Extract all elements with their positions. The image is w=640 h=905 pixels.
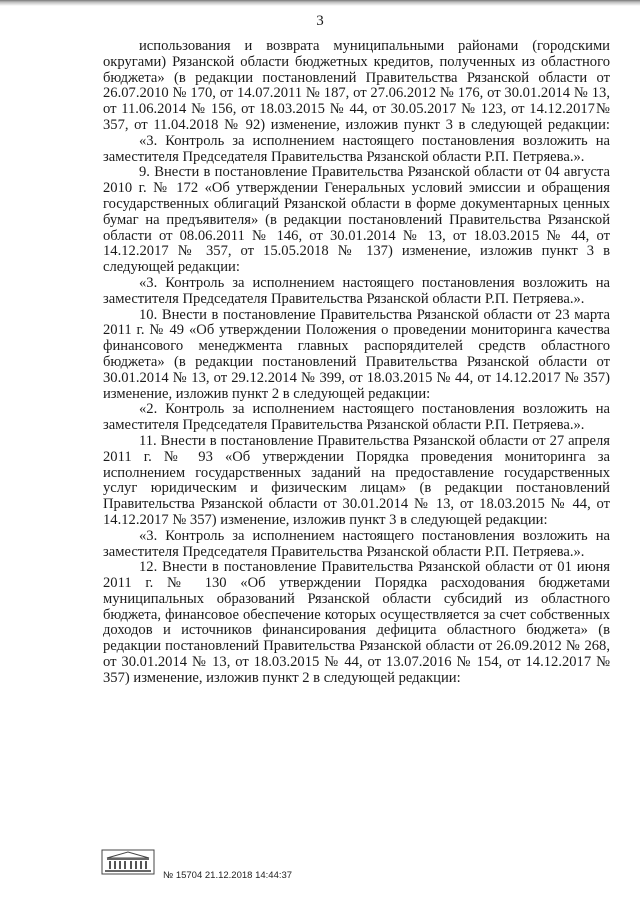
page-number: 3 xyxy=(316,13,324,29)
text-line: «3. Контроль за исполнением настоящего постановления возложить на xyxy=(139,132,610,149)
text-line: государственных услуг юридическим и физическим лицам» (в редакции xyxy=(103,464,610,497)
text-line: 9. Внести в постановление Правительства Рязанской области от xyxy=(139,164,541,181)
text-line: мониторинга качества финансового менеджмента главных распорядителей xyxy=(103,322,610,355)
text-line: № 123, от 14.12.2017№ 357, от 11.04.2018 № 92) изменение, изложив пункт 3 xyxy=(103,101,610,133)
text-line: заместителя Председателя Правительства Рязанской области Р.П. Петряева.». xyxy=(103,417,585,434)
text-line: от 18.03.2015 № 44, от 14.12.2017 № 357, от 15.05.2018 № 137) изменение, xyxy=(103,227,610,260)
text-line: 11. Внести в постановление Правительства Рязанской области от xyxy=(139,432,546,449)
paragraph-11 xyxy=(103,434,610,529)
text-line: за исполнением государственных заданий на предоставление xyxy=(103,448,610,481)
document-body xyxy=(103,39,610,687)
text-line: № 44, от 14.12.2017 № 357) изменение, изложив пункт 2 в следующей xyxy=(103,369,610,402)
text-line: использования и возврата муниципальными районами (городскими xyxy=(139,38,610,54)
text-line: 23 марта 2011 г. № 49 «Об утверждении Положения о проведении xyxy=(103,306,610,339)
text-line: «2. Контроль за исполнением настоящего постановления возложить на xyxy=(139,401,610,418)
text-line: средств областного бюджета» (в редакции постановлений Правительства xyxy=(103,338,610,370)
text-line: 30.01.2014 № 13, от 11.06.2014 № 156, от 18.03.2015 № 44, от 30.05.2017 xyxy=(103,85,610,118)
text-line: следующей редакции: xyxy=(410,511,548,528)
text-line: «3. Контроль за исполнением настоящего постановления возложить на xyxy=(139,274,610,291)
text-line: заместителя Председателя Правительства Рязанской области Р.П. Петряева.». xyxy=(103,290,585,307)
text-line: заместителя Председателя Правительства Рязанской области Р.П. Петряева.». xyxy=(103,543,585,560)
quoted-clause-3 xyxy=(103,529,610,561)
text-line: постановлений Правительства Рязанской области от 30.01.2014 № 13, от xyxy=(103,480,610,513)
text-line: Рязанской области от 30.01.2014 № 13, от 29.12.2014 № 399, от 18.03.2015 xyxy=(103,353,610,386)
text-line: муниципальных образований Рязанской области субсидий из областного xyxy=(103,590,610,607)
text-line: редакции: xyxy=(398,669,461,686)
text-line: бюджета» (в редакции постановлений Правительства Рязанской области от xyxy=(103,622,611,655)
text-line: 18.03.2015 № 44, от 14.12.2017 № 357) изменение, изложив пункт 3 в xyxy=(103,496,610,528)
text-line: редакции: xyxy=(368,385,431,402)
text-line: изложив пункт 3 в следующей редакции: xyxy=(103,243,610,276)
text-line: заместителя Председателя Правительства Рязанской области Р.П. Петряева.». xyxy=(103,148,585,165)
text-line: 10. Внести в постановление Правительства Рязанской области от xyxy=(139,306,551,323)
scan-edge xyxy=(0,0,640,6)
paragraph-12 xyxy=(103,560,610,686)
text-line: 12. Внести в постановление Правительства Рязанской области от xyxy=(139,559,553,576)
text-line: 04 августа 2010 г. № 172 «Об утверждении Генеральных условий эмиссии и xyxy=(103,164,610,197)
text-line: обращения государственных облигаций Рязанской области в форме xyxy=(103,180,610,212)
text-line: собственных доходов и источников финансирования дефицита областного xyxy=(103,606,610,639)
text-line: округами) Рязанской области бюджетных кредитов, полученных из xyxy=(103,53,536,70)
text-line: № 154, от 14.12.2017 № 357) изменение, изложив пункт 2 в следующей xyxy=(103,654,610,686)
text-line: области от 26.07.2010 № 170, от 14.07.2011 № 187, от 27.06.2012 № 176, от xyxy=(103,69,610,102)
text-line: документарных ценных бумаг на предъявителя» (в редакции постановлений xyxy=(103,195,610,228)
text-line: в следующей редакции: xyxy=(458,116,610,133)
quoted-clause-2 xyxy=(103,402,610,434)
text-line: областного бюджета» (в редакции постановлений Правительства Рязанской xyxy=(103,53,611,86)
quoted-clause-3 xyxy=(103,134,610,166)
text-line: Правительства Рязанской области от 08.06.2011 № 146, от 30.01.2014 № 13, xyxy=(103,211,611,244)
paragraph-10 xyxy=(103,308,610,403)
paragraph-9 xyxy=(103,165,610,276)
text-line: 27 апреля 2011 г. № 93 «Об утверждении Порядка проведения мониторинга xyxy=(103,432,611,465)
paragraph-8-continuation xyxy=(103,39,610,134)
text-line: бюджета, финансовое обеспечение которых осуществляется за счет xyxy=(103,606,526,623)
text-line: 26.09.2012 № 268, от 30.01.2014 № 13, от 18.03.2015 № 44, от 13.07.2016 xyxy=(103,638,610,671)
registration-number: № 15704 21.12.2018 14:44:37 xyxy=(163,870,293,881)
text-line: «3. Контроль за исполнением настоящего постановления возложить на xyxy=(139,527,610,544)
text-line: 01 июня 2011 г. № 130 «Об утверждении Порядка расходования бюджетами xyxy=(103,559,610,592)
government-building-stamp-icon xyxy=(101,849,155,875)
quoted-clause-3 xyxy=(103,276,610,308)
